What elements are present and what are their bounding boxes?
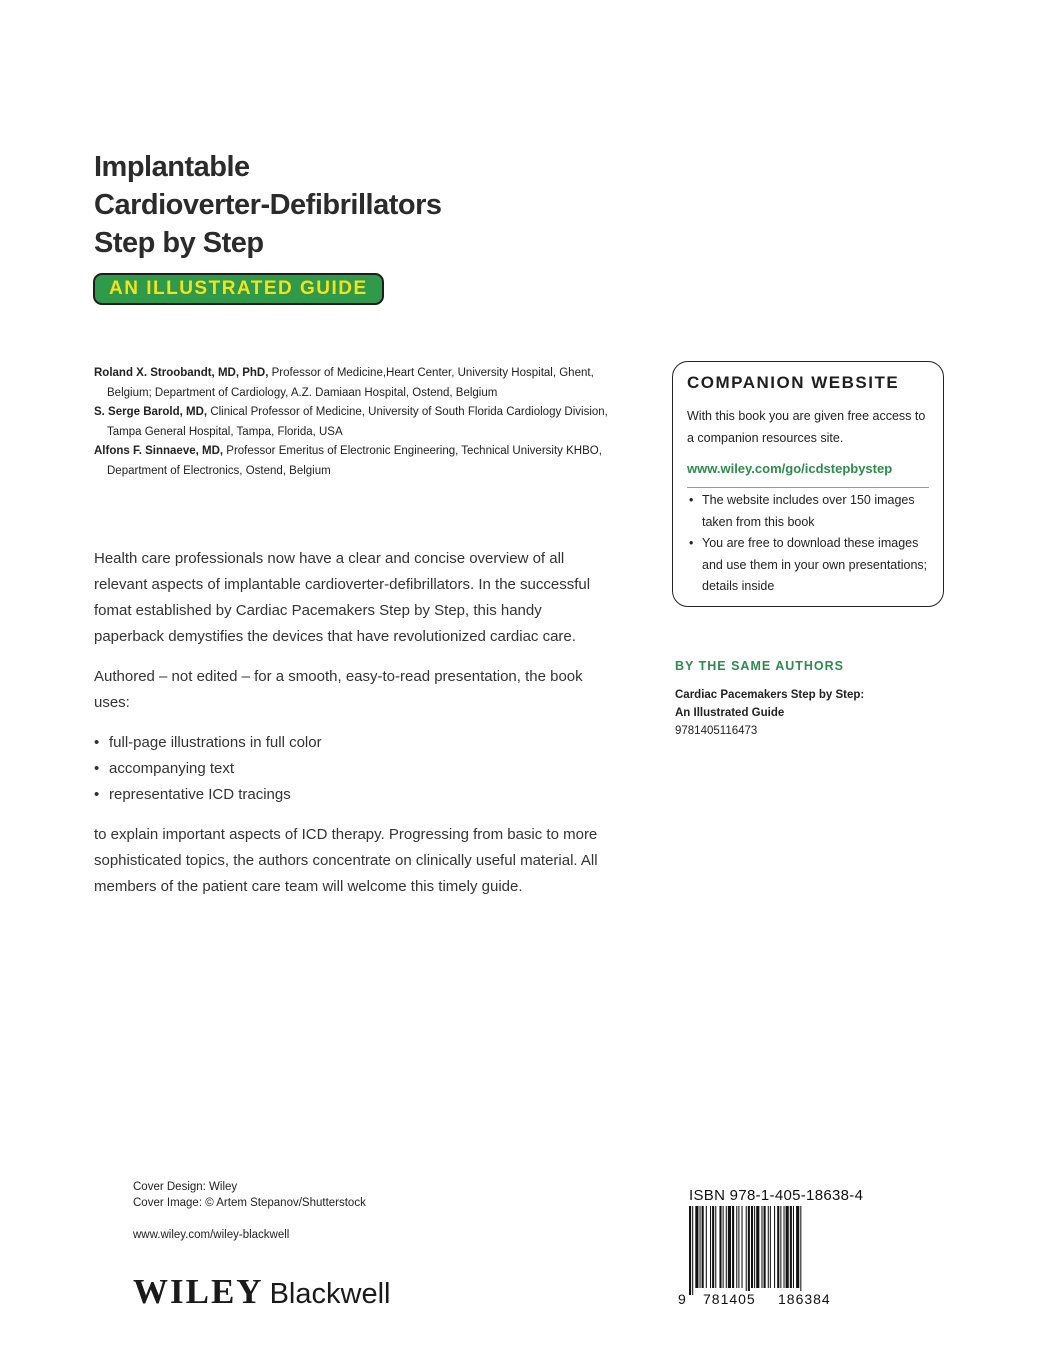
barcode-bar [692,1206,693,1295]
barcode-bar [780,1206,781,1288]
list-item: • You are free to download these images and use them in your own presentations; details inside [687,533,929,598]
barcode-bar [751,1206,753,1288]
barcode-bar [786,1206,789,1288]
description-paragraph: to explain important aspects of ICD therapy. Progressing from basic to more sophisticated topics, the authors concentrate on clinically useful material. All members of the patient care team will welcome this timely guide. [94,826,598,895]
barcode-bar [800,1206,801,1295]
related-book-title: Cardiac Pacemakers Step by Step: [675,689,865,701]
list-item: • representative ICD tracings [94,782,614,808]
book-title [94,148,442,262]
title-line-3: Step by Step [94,227,264,259]
description-paragraph: Authored – not edited – for a smooth, easy-to-read presentation, the book uses: [94,668,583,711]
author-name: Alfons F. Sinnaeve, MD, [94,445,224,457]
feature-list [94,730,614,808]
wiley-wordmark: WILEY [133,1272,264,1311]
companion-website-box [672,361,944,607]
subtitle-badge: AN ILLUSTRATED GUIDE [93,273,384,305]
list-item: • full-page illustrations in full color [94,730,614,756]
cover-design-credit: Cover Design: Wiley [133,1181,238,1193]
cover-image-credit: Cover Image: © Artem Stepanov/Shutterstock [133,1197,366,1209]
related-book-subtitle: An Illustrated Guide [675,707,785,719]
barcode-bar [702,1206,704,1288]
barcode-bar [719,1206,721,1288]
author-name: Roland X. Stroobandt, MD, PhD, [94,367,269,379]
barcode-digits-left: 781405 [703,1291,756,1307]
book-description [94,546,614,914]
barcode-bar [728,1206,731,1288]
list-item: • The website includes over 150 images taken from this book [687,490,929,533]
barcode-bar [764,1206,766,1288]
barcode-bar [784,1206,785,1288]
barcode-bar [736,1206,737,1288]
companion-title: COMPANION WEBSITE [687,373,900,392]
author-list [94,364,614,481]
barcode-bar [700,1206,701,1288]
blackwell-wordmark: Blackwell [269,1278,391,1310]
author-affiliation: Professor Emeritus of Electronic Engineering, Technical University KHBO, Department of Electronics, Ostend, Belgium [107,445,602,477]
barcode-bar [738,1206,739,1288]
same-authors-heading: BY THE SAME AUTHORS [675,659,845,673]
barcode-bar [754,1206,755,1288]
author-affiliation: Clinical Professor of Medicine, University of South Florida Cardiology Division, Tampa General Hospital, Tampa, Florida, USA [107,406,608,438]
barcode-bar [790,1206,792,1288]
barcode-bar [695,1206,698,1288]
author-entry [94,403,614,442]
author-entry [94,364,614,403]
barcode-bar [796,1206,799,1288]
companion-url-link[interactable]: www.wiley.com/go/icdstepbystep [687,461,893,476]
barcode-bar [768,1206,769,1288]
barcode-bar [689,1206,691,1295]
description-paragraph: Health care professionals now have a clear and concise overview of all relevant aspects of implantable cardioverter-defibrillators. In the successful fomat established by Cardiac Pacemakers Step by Step, this handy paperback demystifies the devices that have revolutionized cardiac care. [94,550,591,645]
author-affiliation: Professor of Medicine,Heart Center, University Hospital, Ghent, Belgium; Department of Cardiology, A.Z. Damiaan Hospital, Ostend, Belgium [107,367,594,399]
barcode-bar [726,1206,727,1288]
barcode-bar [793,1206,794,1288]
barcode-bar [777,1206,779,1288]
barcode-bar [761,1206,762,1288]
publisher-url-link[interactable]: www.wiley.com/wiley-blackwell [133,1229,290,1241]
barcode-bar [756,1206,759,1288]
barcode-digits-right: 186384 [778,1291,831,1307]
barcode-bar [732,1206,734,1288]
barcode-bar [742,1206,743,1288]
related-book [675,686,864,740]
barcode-icon [689,1206,839,1295]
companion-list [687,490,929,598]
barcode-bar [715,1206,716,1288]
isbn-label: ISBN 978-1-405-18638-4 [689,1187,864,1204]
barcode-bar [712,1206,714,1288]
barcode-bar [710,1206,711,1288]
companion-text: With this book you are given free access to a companion resources site. [687,409,926,445]
author-name: S. Serge Barold, MD, [94,406,208,418]
barcode-bar [748,1206,750,1295]
title-line-2: Cardioverter-Defibrillators [94,189,442,221]
list-item: • accompanying text [94,756,614,782]
author-entry [94,442,614,481]
related-book-isbn: 9781405116473 [675,725,758,737]
barcode-bar [770,1206,771,1288]
barcode-bar [746,1206,747,1295]
barcode-bar [723,1206,724,1288]
publisher-logo [133,1272,390,1312]
title-line-1: Implantable [94,151,250,183]
divider [687,487,929,488]
cover-credits [133,1179,366,1211]
barcode-bar [774,1206,775,1288]
barcode-bar [706,1206,707,1288]
barcode-digit-first: 9 [678,1291,687,1307]
